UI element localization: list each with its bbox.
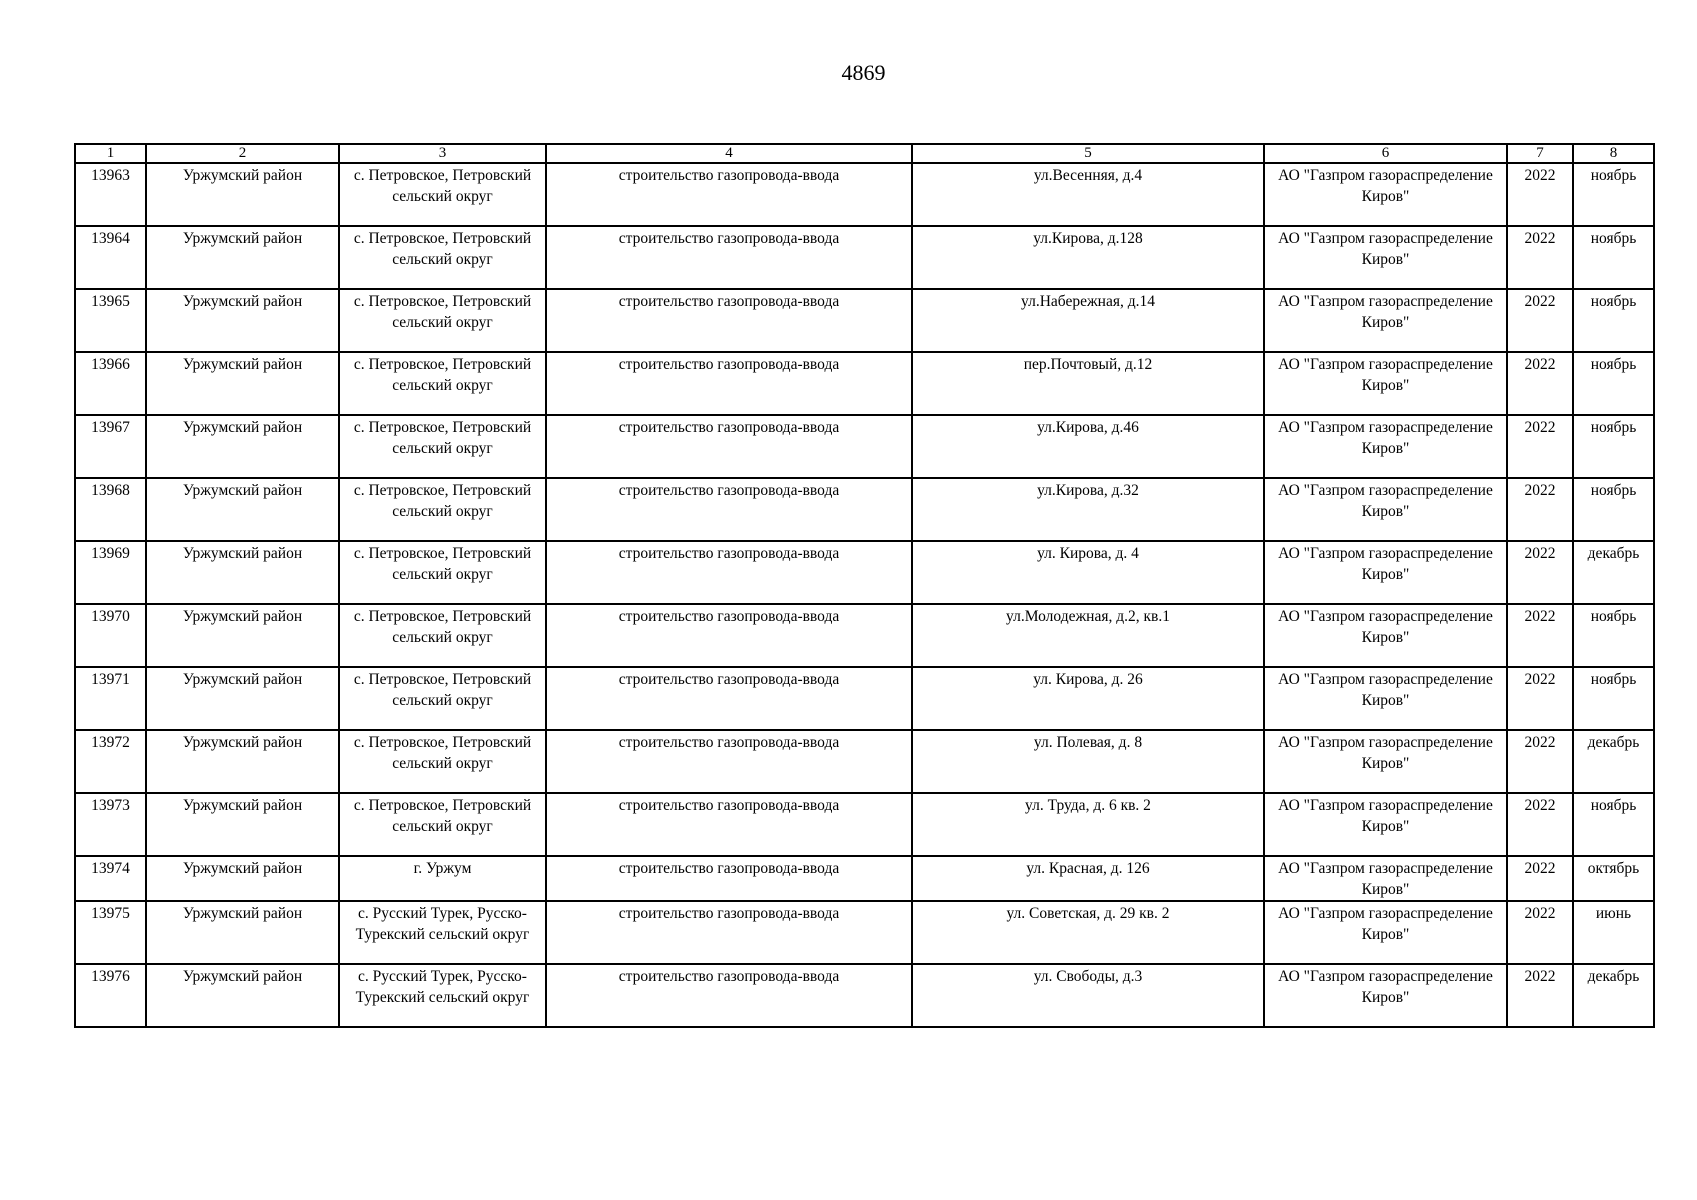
cell-organization: АО "Газпром газораспределение Киров" [1264, 793, 1507, 856]
cell-year: 2022 [1507, 793, 1573, 856]
cell-work-type: строительство газопровода-ввода [546, 901, 912, 964]
cell-settlement: с. Петровское, Петровский сельский округ [339, 226, 546, 289]
column-header: 6 [1264, 144, 1507, 163]
table-row [75, 901, 1654, 964]
cell-district: Уржумский район [146, 604, 339, 667]
cell-district: Уржумский район [146, 901, 339, 964]
column-header: 5 [912, 144, 1264, 163]
cell-settlement: с. Петровское, Петровский сельский округ [339, 667, 546, 730]
cell-address: ул. Свободы, д.3 [912, 964, 1264, 1027]
cell-month: ноябрь [1573, 415, 1654, 478]
table-row [75, 415, 1654, 478]
cell-organization: АО "Газпром газораспределение Киров" [1264, 730, 1507, 793]
cell-settlement: с. Петровское, Петровский сельский округ [339, 604, 546, 667]
cell-year: 2022 [1507, 541, 1573, 604]
cell-month: ноябрь [1573, 604, 1654, 667]
cell-settlement: г. Уржум [339, 856, 546, 901]
cell-work-type: строительство газопровода-ввода [546, 415, 912, 478]
cell-settlement: с. Русский Турек, Русско-Турекский сельский округ [339, 901, 546, 964]
cell-month: июнь [1573, 901, 1654, 964]
cell-settlement: с. Петровское, Петровский сельский округ [339, 352, 546, 415]
column-header: 2 [146, 144, 339, 163]
table-row [75, 289, 1654, 352]
cell-year: 2022 [1507, 415, 1573, 478]
cell-organization: АО "Газпром газораспределение Киров" [1264, 604, 1507, 667]
cell-number: 13974 [75, 856, 146, 901]
cell-organization: АО "Газпром газораспределение Киров" [1264, 901, 1507, 964]
cell-settlement: с. Русский Турек, Русско-Турекский сельский округ [339, 964, 546, 1027]
cell-month: декабрь [1573, 964, 1654, 1027]
cell-number: 13976 [75, 964, 146, 1027]
cell-address: ул. Труда, д. 6 кв. 2 [912, 793, 1264, 856]
cell-year: 2022 [1507, 352, 1573, 415]
table-row [75, 667, 1654, 730]
cell-district: Уржумский район [146, 289, 339, 352]
table-row [75, 793, 1654, 856]
cell-organization: АО "Газпром газораспределение Киров" [1264, 163, 1507, 226]
cell-district: Уржумский район [146, 856, 339, 901]
cell-work-type: строительство газопровода-ввода [546, 964, 912, 1027]
cell-address: ул.Кирова, д.32 [912, 478, 1264, 541]
cell-work-type: строительство газопровода-ввода [546, 604, 912, 667]
cell-number: 13970 [75, 604, 146, 667]
cell-work-type: строительство газопровода-ввода [546, 289, 912, 352]
cell-organization: АО "Газпром газораспределение Киров" [1264, 478, 1507, 541]
cell-year: 2022 [1507, 730, 1573, 793]
table-row [75, 352, 1654, 415]
cell-address: ул. Советская, д. 29 кв. 2 [912, 901, 1264, 964]
cell-month: ноябрь [1573, 478, 1654, 541]
cell-organization: АО "Газпром газораспределение Киров" [1264, 415, 1507, 478]
cell-settlement: с. Петровское, Петровский сельский округ [339, 415, 546, 478]
cell-month: ноябрь [1573, 289, 1654, 352]
cell-work-type: строительство газопровода-ввода [546, 226, 912, 289]
cell-year: 2022 [1507, 964, 1573, 1027]
data-table [74, 143, 1655, 1028]
cell-number: 13969 [75, 541, 146, 604]
cell-organization: АО "Газпром газораспределение Киров" [1264, 352, 1507, 415]
cell-district: Уржумский район [146, 964, 339, 1027]
cell-month: декабрь [1573, 541, 1654, 604]
cell-year: 2022 [1507, 667, 1573, 730]
cell-address: ул. Полевая, д. 8 [912, 730, 1264, 793]
cell-district: Уржумский район [146, 541, 339, 604]
cell-number: 13975 [75, 901, 146, 964]
page-number: 4869 [841, 60, 886, 85]
cell-district: Уржумский район [146, 415, 339, 478]
cell-work-type: строительство газопровода-ввода [546, 352, 912, 415]
cell-settlement: с. Петровское, Петровский сельский округ [339, 793, 546, 856]
table-row [75, 226, 1654, 289]
cell-work-type: строительство газопровода-ввода [546, 793, 912, 856]
cell-month: ноябрь [1573, 163, 1654, 226]
cell-month: октябрь [1573, 856, 1654, 901]
cell-year: 2022 [1507, 478, 1573, 541]
column-header: 8 [1573, 144, 1654, 163]
column-header: 3 [339, 144, 546, 163]
cell-district: Уржумский район [146, 478, 339, 541]
table-row [75, 856, 1654, 901]
cell-number: 13965 [75, 289, 146, 352]
cell-number: 13964 [75, 226, 146, 289]
cell-year: 2022 [1507, 289, 1573, 352]
cell-number: 13966 [75, 352, 146, 415]
cell-month: ноябрь [1573, 793, 1654, 856]
cell-address: ул. Кирова, д. 26 [912, 667, 1264, 730]
cell-address: ул. Кирова, д. 4 [912, 541, 1264, 604]
cell-work-type: строительство газопровода-ввода [546, 730, 912, 793]
cell-address: ул.Набережная, д.14 [912, 289, 1264, 352]
cell-organization: АО "Газпром газораспределение Киров" [1264, 856, 1507, 901]
cell-work-type: строительство газопровода-ввода [546, 478, 912, 541]
column-header: 4 [546, 144, 912, 163]
cell-work-type: строительство газопровода-ввода [546, 541, 912, 604]
cell-work-type: строительство газопровода-ввода [546, 163, 912, 226]
cell-number: 13967 [75, 415, 146, 478]
table-row [75, 604, 1654, 667]
cell-work-type: строительство газопровода-ввода [546, 667, 912, 730]
table-row [75, 964, 1654, 1027]
cell-district: Уржумский район [146, 352, 339, 415]
cell-settlement: с. Петровское, Петровский сельский округ [339, 289, 546, 352]
cell-year: 2022 [1507, 604, 1573, 667]
cell-district: Уржумский район [146, 163, 339, 226]
cell-district: Уржумский район [146, 730, 339, 793]
cell-organization: АО "Газпром газораспределение Киров" [1264, 289, 1507, 352]
table-row [75, 541, 1654, 604]
cell-month: ноябрь [1573, 226, 1654, 289]
cell-district: Уржумский район [146, 793, 339, 856]
cell-district: Уржумский район [146, 226, 339, 289]
cell-month: декабрь [1573, 730, 1654, 793]
cell-settlement: с. Петровское, Петровский сельский округ [339, 478, 546, 541]
cell-number: 13972 [75, 730, 146, 793]
cell-month: ноябрь [1573, 352, 1654, 415]
cell-work-type: строительство газопровода-ввода [546, 856, 912, 901]
table-row [75, 478, 1654, 541]
cell-number: 13973 [75, 793, 146, 856]
table-body [75, 163, 1654, 1027]
cell-address: пер.Почтовый, д.12 [912, 352, 1264, 415]
cell-address: ул. Красная, д. 126 [912, 856, 1264, 901]
cell-year: 2022 [1507, 163, 1573, 226]
cell-address: ул.Кирова, д.46 [912, 415, 1264, 478]
cell-number: 13963 [75, 163, 146, 226]
column-header: 1 [75, 144, 146, 163]
cell-settlement: с. Петровское, Петровский сельский округ [339, 163, 546, 226]
cell-address: ул.Весенняя, д.4 [912, 163, 1264, 226]
cell-year: 2022 [1507, 901, 1573, 964]
cell-address: ул.Кирова, д.128 [912, 226, 1264, 289]
table-header [75, 144, 1654, 163]
cell-organization: АО "Газпром газораспределение Киров" [1264, 667, 1507, 730]
table-row [75, 730, 1654, 793]
cell-organization: АО "Газпром газораспределение Киров" [1264, 964, 1507, 1027]
cell-district: Уржумский район [146, 667, 339, 730]
cell-number: 13971 [75, 667, 146, 730]
table-row [75, 163, 1654, 226]
header-row [75, 144, 1654, 163]
cell-organization: АО "Газпром газораспределение Киров" [1264, 226, 1507, 289]
cell-settlement: с. Петровское, Петровский сельский округ [339, 730, 546, 793]
cell-year: 2022 [1507, 856, 1573, 901]
cell-address: ул.Молодежная, д.2, кв.1 [912, 604, 1264, 667]
cell-organization: АО "Газпром газораспределение Киров" [1264, 541, 1507, 604]
cell-year: 2022 [1507, 226, 1573, 289]
cell-number: 13968 [75, 478, 146, 541]
column-header: 7 [1507, 144, 1573, 163]
cell-month: ноябрь [1573, 667, 1654, 730]
cell-settlement: с. Петровское, Петровский сельский округ [339, 541, 546, 604]
